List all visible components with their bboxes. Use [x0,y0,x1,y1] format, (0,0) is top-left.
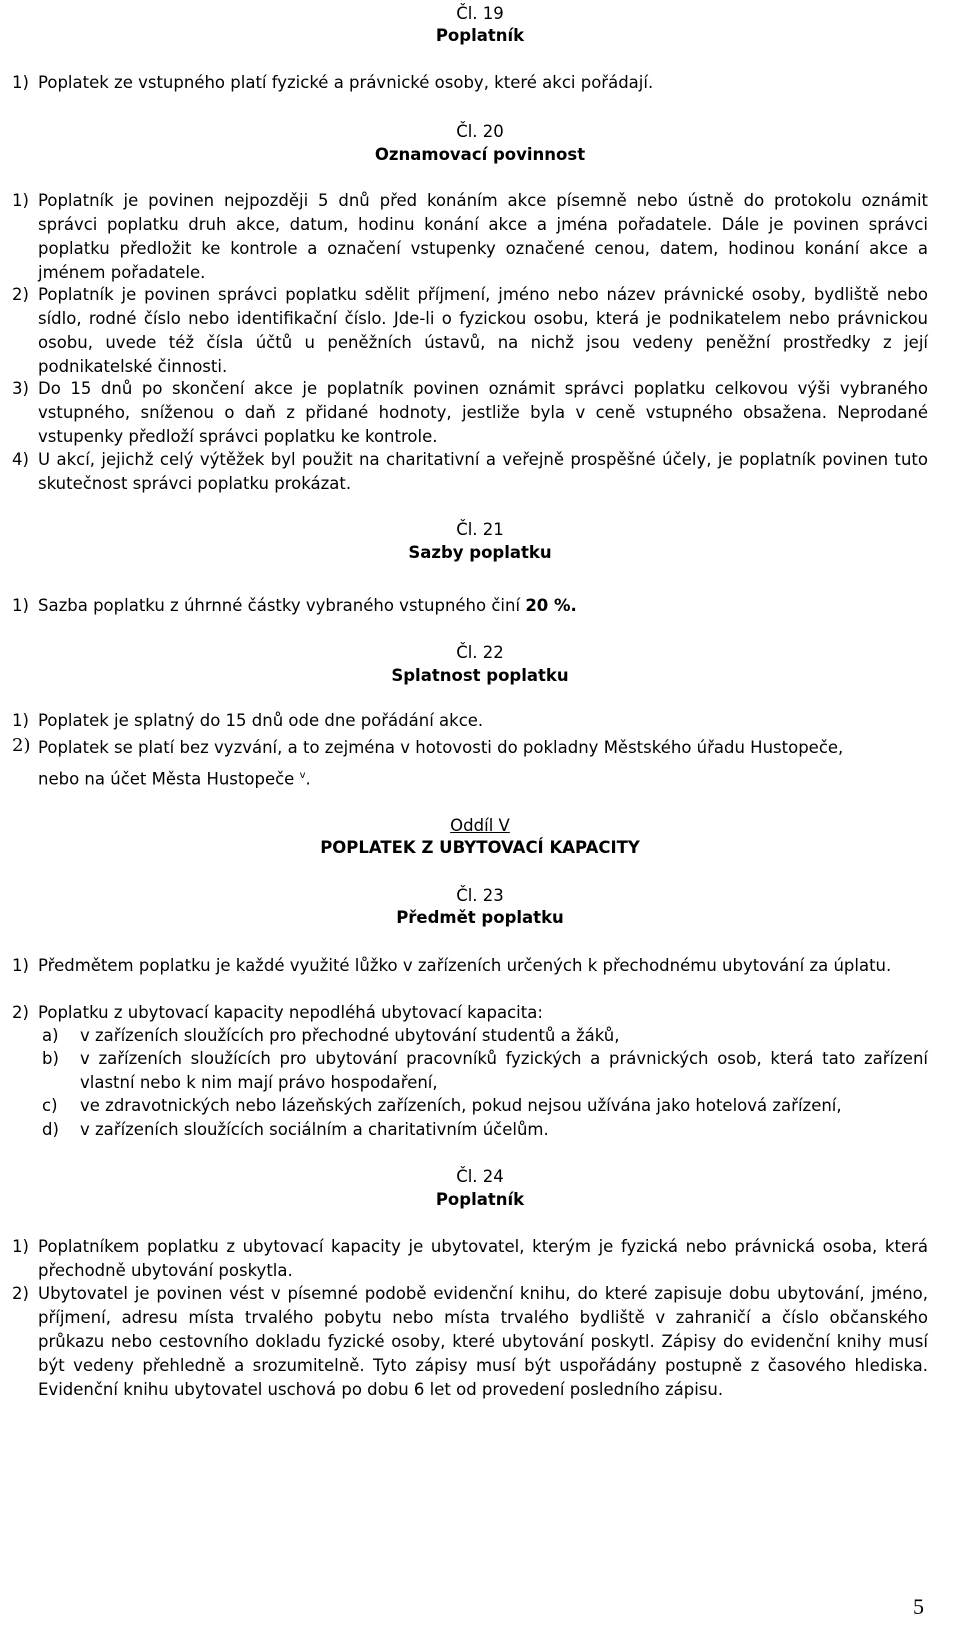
article-23-title: Předmět poplatku [396,908,564,927]
subitem-text: v zařízeních sloužících pro přechodné ubytování studentů a žáků, [80,1026,620,1045]
article-21-heading: Čl. 21 [456,520,504,539]
article-19-title: Poplatník [435,26,525,45]
item-number: 2) [12,1284,29,1303]
item-text-plain: nebo na účet Města Hustopeče [38,769,295,789]
footnote-mark: v [299,770,306,781]
section-title: POPLATEK Z UBYTOVACÍ KAPACITY [320,838,640,857]
subitem-letter: b) [42,1049,59,1068]
item-number: 1) [12,191,29,210]
article-24-title: Poplatník [435,1190,525,1209]
subitem-letter: d) [42,1120,59,1139]
item-text-line-1: Poplatek se platí bez vyzvání, a to zejména v hotovosti do pokladny Městského úřadu Hustopeče, [38,738,844,757]
item-text: Poplatníkem poplatku z ubytovací kapacity je ubytovatel, kterým je fyzická nebo právnická osoba, která přechodně ubytování poskytla. [38,1237,928,1280]
item-text: Poplatek je splatný do 15 dnů ode dne pořádání akce. [38,711,484,730]
item-text [38,594,928,618]
article-20-title: Oznamovací povinnost [374,145,586,164]
item-text-line-2 [38,764,928,792]
subitem-text: ve zdravotnických nebo lázeňských zařízeních, pokud nejsou užívána jako hotelová zařízení, [80,1096,842,1115]
item-text: Poplatník je povinen nejpozději 5 dnů před konáním akce písemně nebo ústně do protokolu oznámit správci poplatku druh akce, datum, hodinu konání akce a jména pořadatele. Dále je povinen správci poplatku předložit ke kontrole a označení vstupenky označené cenou, datem, hodinou konání akce a jménem pořadatele. [38,191,928,282]
article-22-title: Splatnost poplatku [391,666,569,685]
item-number: 2) [12,735,31,756]
item-number: 4) [12,450,29,469]
article-20-heading: Čl. 20 [456,122,504,141]
article-24-heading: Čl. 24 [456,1167,504,1186]
item-text: Ubytovatel je povinen vést v písemné podobě evidenční knihu, do které zapisuje dobu ubytování, jméno, příjmení, adresu místa trvalého pobytu nebo místa trvalého bydliště v zahraničí a číslo občanského průkazu nebo cestovního dokladu fyzické osoby, které ubytování poskytl. Zápisy do evidenční knihy musí být vedeny přehledně a srozumitelně. Tyto zápisy musí být uspořádány postupně z časového hlediska. Evidenční knihu ubytovatel uschová po dobu 6 let od provedení posledního zápisu. [38,1284,928,1399]
item-number: 1) [12,596,29,615]
item-number: 1) [12,956,29,975]
item-number: 1) [12,711,29,730]
article-22-heading: Čl. 22 [456,643,504,662]
item-text: Do 15 dnů po skončení akce je poplatník povinen oznámit správci poplatku celkovou výši vybraného vstupného, sníženou o daň z přidané hodnoty, jestliže byla v ceně vstupného obsažena. Neprodané vstupenky předloží správci poplatku ke kontrole. [38,379,928,446]
item-number: 2) [12,285,29,304]
item-number: 3) [12,379,29,398]
item-text: U akcí, jejichž celý výtěžek byl použit na charitativní a veřejně prospěšné účely, je poplatník povinen tuto skutečnost správci poplatku prokázat. [38,450,928,493]
subitem-letter: c) [42,1096,58,1115]
subitem-letter: a) [42,1026,59,1045]
subitem-text: v zařízeních sloužících pro ubytování pracovníků fyzických a právnických osob, která tato zařízení vlastní nebo k nim mají právo hospodaření, [80,1049,928,1092]
article-21-title: Sazby poplatku [408,543,552,562]
subitem-text: v zařízeních sloužících sociálním a charitativním účelům. [80,1120,549,1139]
page-number: 5 [913,1594,924,1619]
item-text: Poplatník je povinen správci poplatku sdělit příjmení, jméno nebo název právnické osoby, bydliště nebo sídlo, rodné číslo nebo identifikační číslo. Jde-li o fyzickou osobu, která je podnikatelem nebo právnickou osobu, uvede též čísla účtů u peněžních ústavů, na nichž jsou vedeny peněžní prostředky z její podnikatelské činnosti. [38,285,928,376]
item-number: 1) [12,73,29,92]
item-text-tail: . [305,769,311,789]
item-text: Předmětem poplatku je každé využité lůžko v zařízeních určených k přechodnému ubytování za úplatu. [38,956,892,975]
item-number: 2) [12,1003,29,1022]
item-text: Poplatek ze vstupného platí fyzické a právnické osoby, které akci pořádají. [38,73,654,92]
item-text: Poplatku z ubytovací kapacity nepodléhá ubytovací kapacita: [38,1003,543,1022]
item-text-plain: Sazba poplatku z úhrnné částky vybraného vstupného činí [38,596,526,615]
article-23-heading: Čl. 23 [456,886,504,905]
item-number: 1) [12,1237,29,1256]
rate-value: 20 %. [525,596,577,615]
article-19-heading: Čl. 19 [456,4,504,23]
section-label: Oddíl V [450,816,510,835]
